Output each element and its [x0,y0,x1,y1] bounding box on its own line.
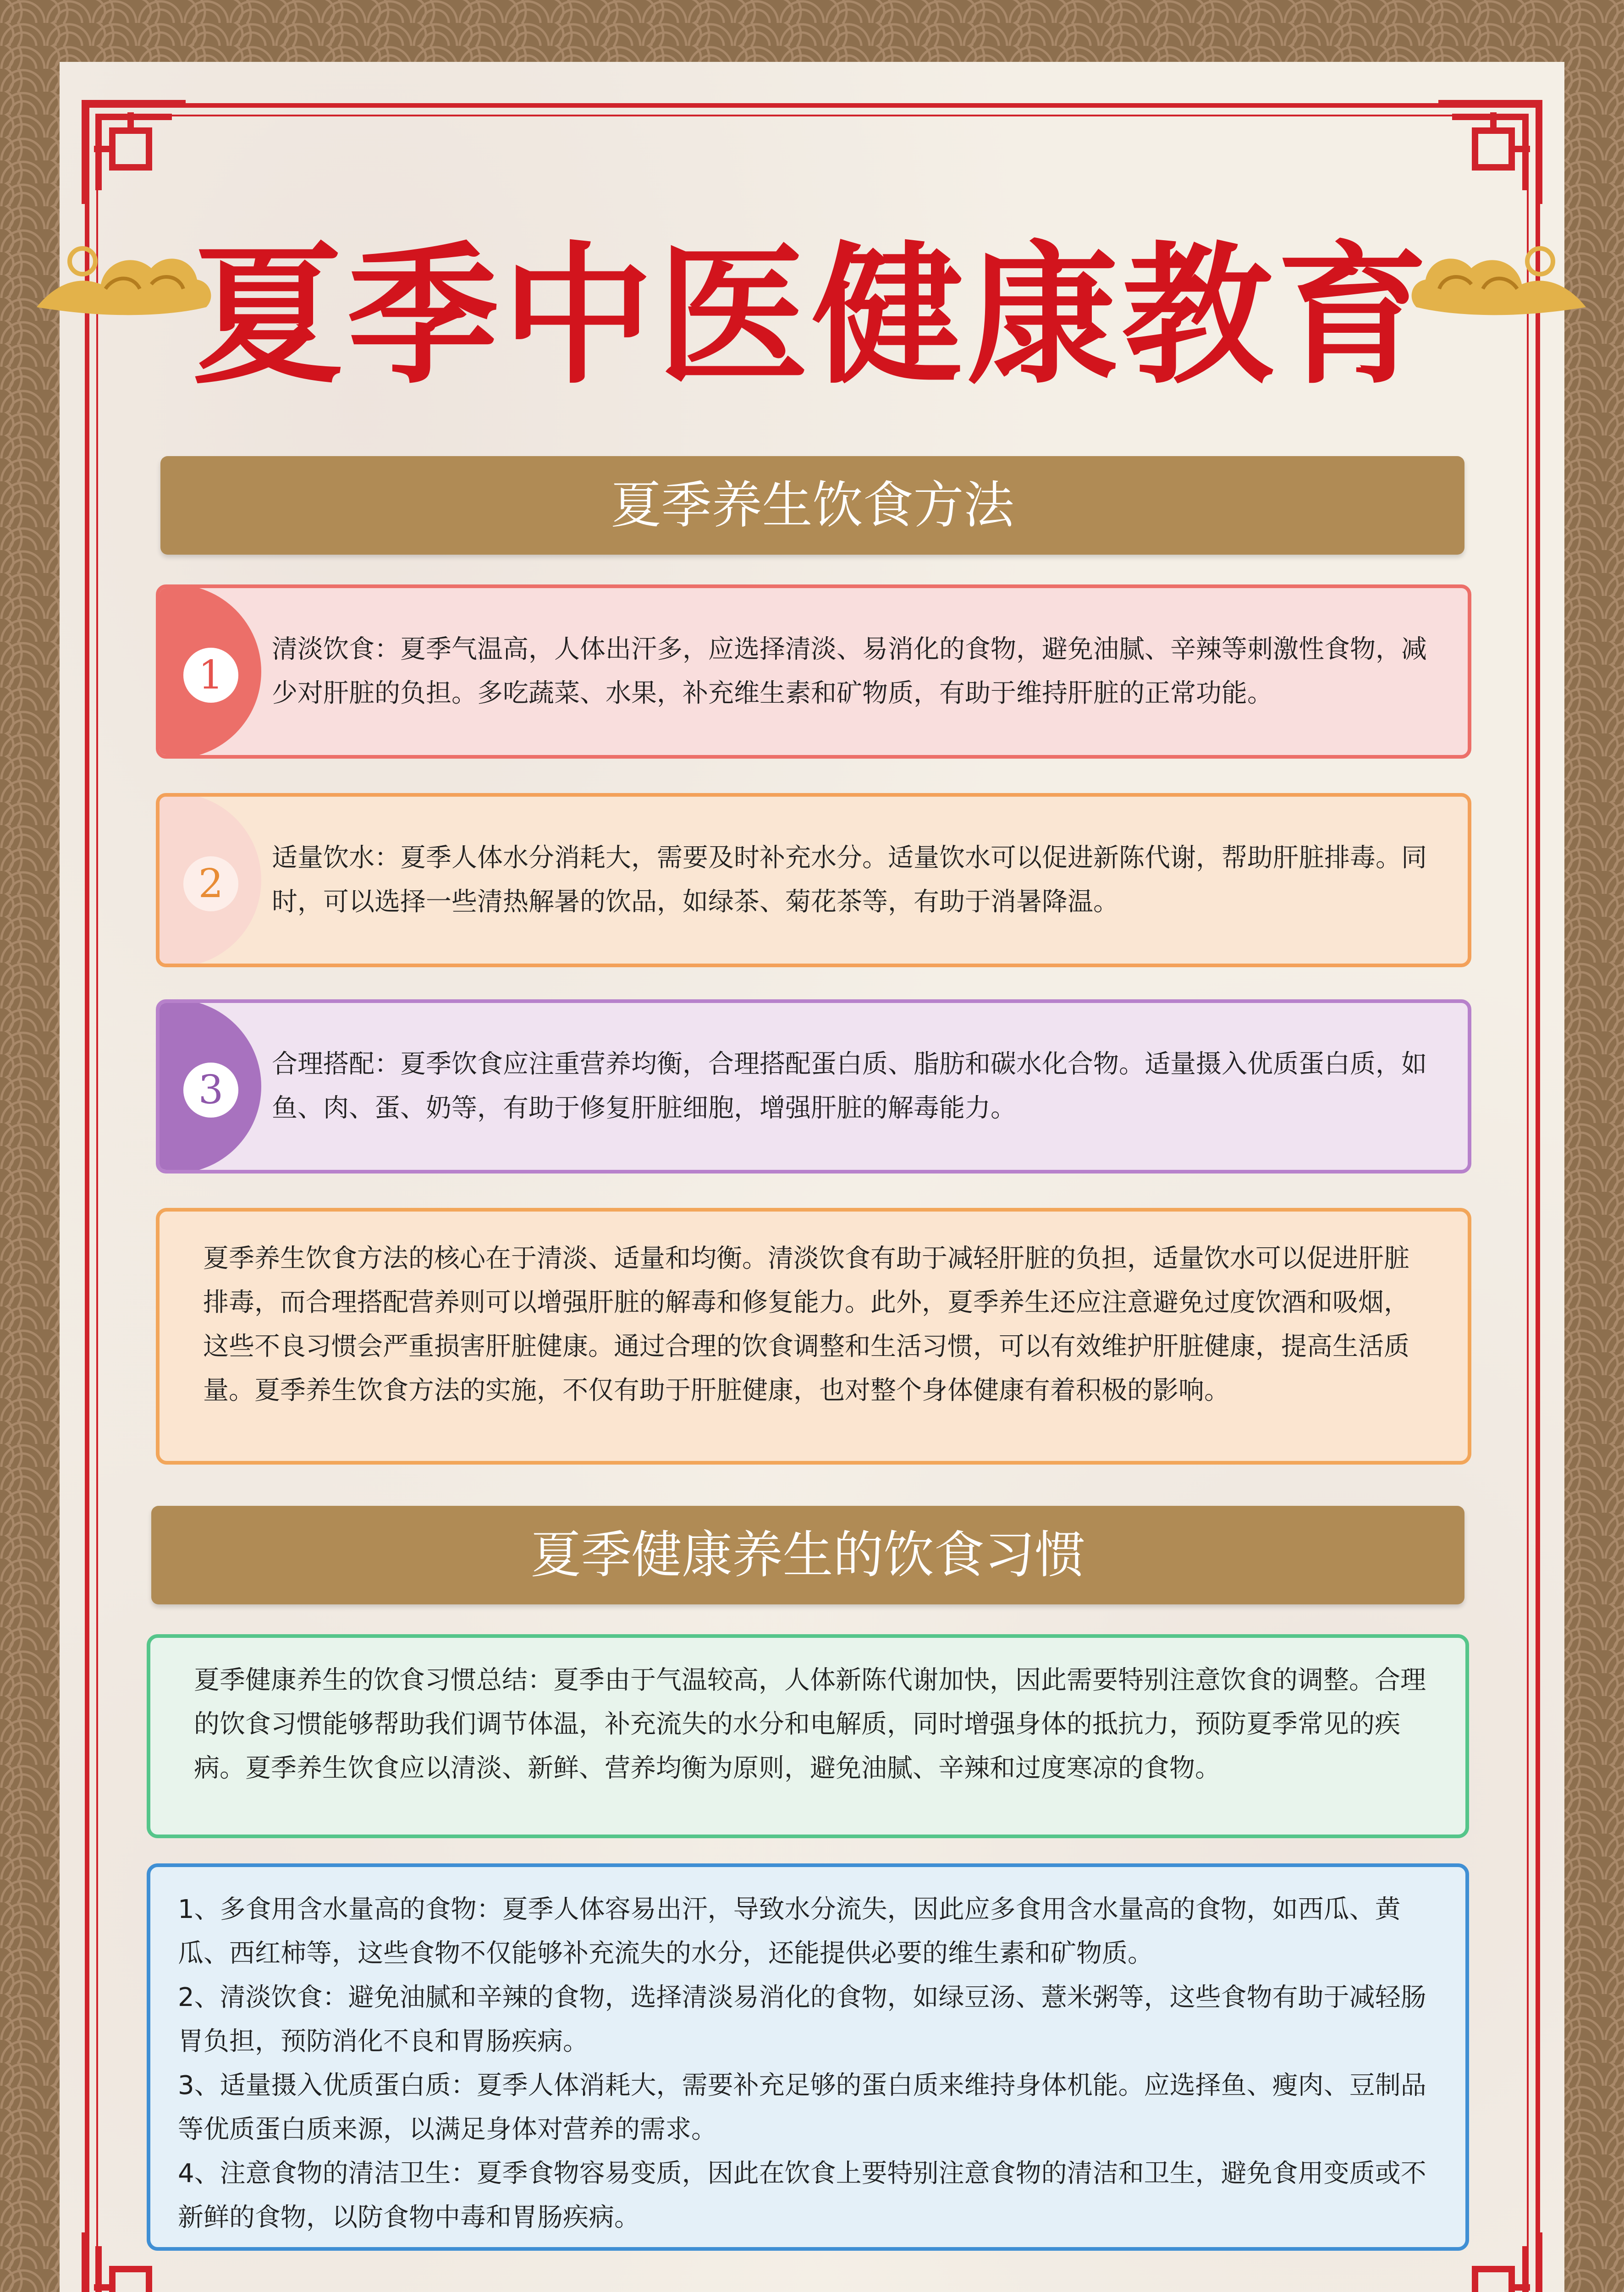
list-item: 4、注意食物的清洁卫生：夏季食物容易变质，因此在饮食上要特别注意食物的清洁和卫生，避免食用变质或不新鲜的食物，以防食物中毒和胃肠疾病。 [178,2159,1426,2232]
tip-number-3: 3 [183,1063,238,1118]
list-item: 3、适量摄入优质蛋白质：夏季人体消耗大，需要补充足够的蛋白质来维持身体机能。应选择鱼、瘦肉、豆制品等优质蛋白质来源，以满足身体对营养的需求。 [178,2071,1426,2144]
list-item: 1、多食用含水量高的食物：夏季人体容易出汗，导致水分流失，因此应多食用含水量高的食物，如西瓜、黄瓜、西红柿等，这些食物不仅能够补充流失的水分，还能提供必要的维生素和矿物质。 [178,1895,1401,1968]
tip-card-1 [156,584,1471,759]
tip-text-1: 清淡饮食：夏季气温高，人体出汗多，应选择清淡、易消化的食物，避免油腻、辛辣等刺激性食物，减少对肝脏的负担。多吃蔬菜、水果，补充维生素和矿物质，有助于维持肝脏的正常功能。 [272,634,1427,708]
corner-knot-icon [80,99,190,209]
tip-number-1: 1 [183,648,238,703]
tip-number-2: 2 [183,856,238,911]
corner-knot-icon [1434,99,1544,209]
diet-habits-summary-text: 夏季健康养生的饮食习惯总结：夏季由于气温较高，人体新陈代谢加快，因此需要特别注意饮食的调整。合理的饮食习惯能够帮助我们调节体温，补充流失的水分和电解质，同时增强身体的抵抗力，预防夏季常见的疾病。夏季养生饮食应以清淡、新鲜、营养均衡为原则，避免油腻、辛辣和过度寒凉的食物。 [194,1665,1426,1783]
diet-habits-list-panel [147,1863,1469,2251]
diet-methods-summary-panel [156,1208,1471,1465]
section-header-diet-habits: 夏季健康养生的饮食习惯 [151,1506,1464,1604]
tip-card-3 [156,999,1471,1174]
page-title: 夏季中医健康教育 [192,228,1432,404]
section-header-diet-methods: 夏季养生饮食方法 [160,456,1464,555]
tip-text-3: 合理搭配：夏季饮食应注重营养均衡，合理搭配蛋白质、脂肪和碳水化合物。适量摄入优质蛋白质，如鱼、肉、蛋、奶等，有助于修复肝脏细胞，增强肝脏的解毒能力。 [272,1049,1427,1123]
list-item: 2、清淡饮食：避免油腻和辛辣的食物，选择清淡易消化的食物，如绿豆汤、薏米粥等，这些食物有助于减轻肠胃负担，预防消化不良和胃肠疾病。 [178,1983,1426,2056]
tip-card-2 [156,793,1471,967]
diet-habits-summary-panel [147,1634,1469,1838]
diet-methods-summary-text: 夏季养生饮食方法的核心在于清淡、适量和均衡。清淡饮食有助于减轻肝脏的负担，适量饮水可以促进肝脏排毒，而合理搭配营养则可以增强肝脏的解毒和修复能力。此外，夏季养生还应注意避免过度饮酒和吸烟，这些不良习惯会严重损害肝脏健康。通过合理的饮食调整和生活习惯，可以有效维护肝脏健康，提高生活质量。夏季养生饮食方法的实施，不仅有助于肝脏健康，也对整个身体健康有着积极的影响。 [203,1244,1409,1405]
tip-text-2: 适量饮水：夏季人体水分消耗大，需要及时补充水分。适量饮水可以促进新陈代谢，帮助肝脏排毒。同时，可以选择一些清热解暑的饮品，如绿茶、菊花茶等，有助于消暑降温。 [272,843,1427,917]
